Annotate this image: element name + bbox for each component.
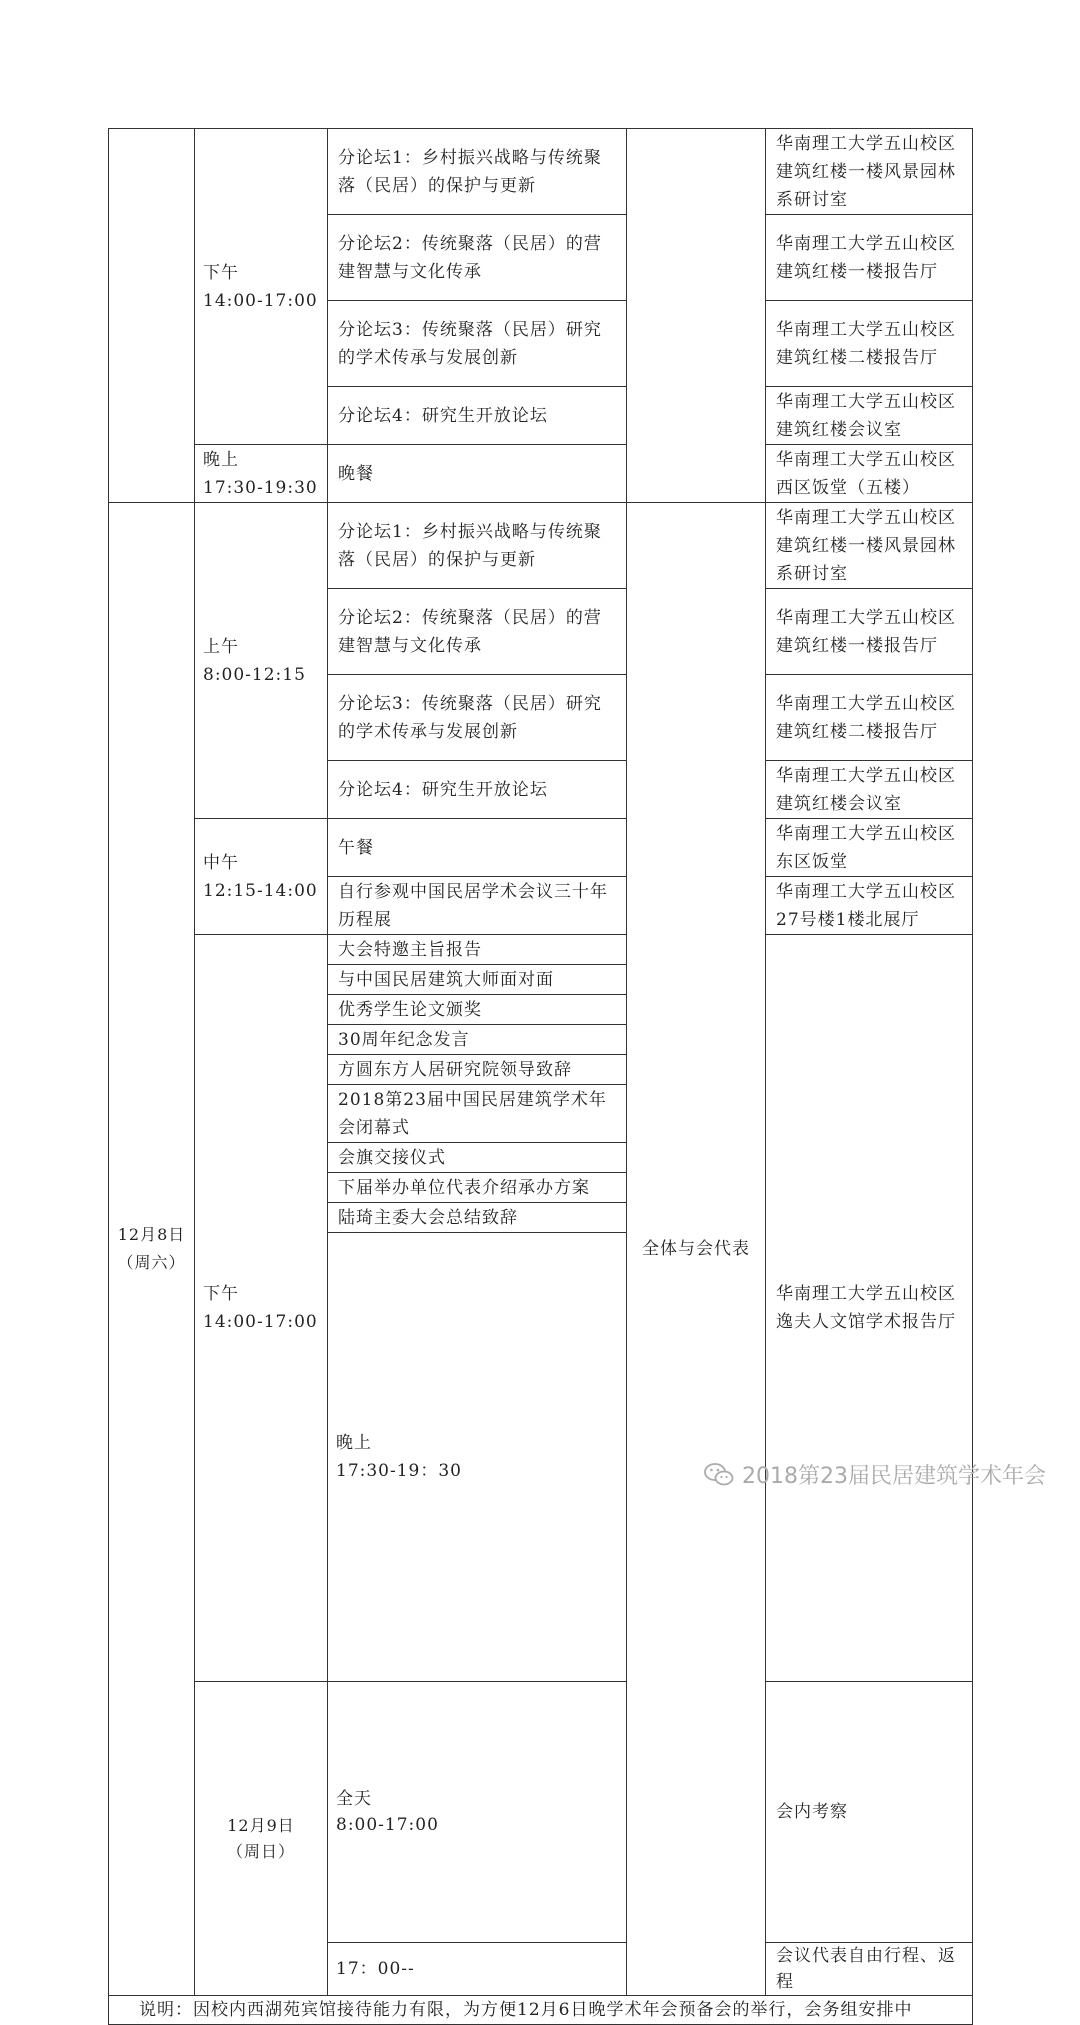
session-title: 会议代表自由行程、返程 (766, 1943, 973, 1996)
wechat-account-watermark (704, 1459, 1046, 1490)
location-cell: 华南理工大学五山校区建筑红楼一楼报告厅 (766, 589, 973, 675)
location-cell: 华南理工大学五山校区建筑红楼会议室 (766, 761, 973, 819)
location-cell: 华南理工大学五山校区建筑红楼二楼报告厅 (766, 301, 973, 387)
session-title: 分论坛4：研究生开放论坛 (328, 387, 627, 445)
date-label: 12月8日 (117, 1225, 186, 1244)
date-cell (109, 503, 195, 1996)
date-cell (195, 1682, 328, 1996)
period-time: 12:15-14:00 (203, 880, 318, 901)
location-cell: 华南理工大学五山校区逸夫人文馆学术报告厅 (766, 935, 973, 1682)
period-label: 上午 (203, 636, 239, 657)
period-cell (328, 1233, 627, 1682)
session-title: 分论坛2：传统聚落（民居）的营建智慧与文化传承 (328, 215, 627, 301)
period-label: 全天 (336, 1789, 372, 1809)
period-cell (328, 1682, 627, 1943)
agenda-item: 陆琦主委大会总结致辞 (328, 1203, 627, 1233)
session-title: 分论坛3：传统聚落（民居）研究的学术传承与发展创新 (328, 301, 627, 387)
weekday-label: （周日） (226, 1841, 295, 1861)
wechat-icon (704, 1462, 734, 1488)
period-time: 14:00-17:00 (203, 290, 318, 311)
session-title: 会内考察 (766, 1682, 973, 1943)
period-cell (195, 445, 328, 503)
period-time: 8:00-12:15 (203, 664, 306, 685)
session-title: 自行参观中国民居学术会议三十年历程展 (328, 877, 627, 935)
schedule-table (108, 128, 973, 2025)
table-row (109, 445, 973, 503)
period-label: 下午 (203, 1284, 239, 1304)
date-cell (109, 129, 195, 503)
account-name: 2018第23届民居建筑学术年会 (742, 1464, 1046, 1489)
session-title: 分论坛1：乡村振兴战略与传统聚落（民居）的保护与更新 (328, 129, 627, 215)
period-time: 14:00-17:00 (203, 1312, 318, 1332)
session-title: 分论坛2：传统聚落（民居）的营建智慧与文化传承 (328, 589, 627, 675)
note-text: 说明：因校内西湖苑宾馆接待能力有限，为方便12月6日晚学术年会预备会的举行，会务组安排中 (109, 1996, 973, 2025)
table-row (109, 1996, 973, 2025)
agenda-item: 30周年纪念发言 (328, 1025, 627, 1055)
weekday-label: （周六） (117, 1253, 186, 1272)
agenda-item: 与中国民居建筑大师面对面 (328, 965, 627, 995)
period-label: 下午 (203, 262, 239, 283)
agenda-item: 2018第23届中国民居建筑学术年会闭幕式 (328, 1085, 627, 1143)
agenda-item: 会旗交接仪式 (328, 1143, 627, 1173)
location-cell: 华南理工大学五山校区建筑红楼二楼报告厅 (766, 675, 973, 761)
table-row (109, 129, 973, 215)
period-time: 17:30-19：30 (336, 1461, 462, 1481)
period-label: 中午 (203, 852, 239, 873)
period-cell (195, 935, 328, 1682)
period-cell (195, 819, 328, 935)
date-label: 12月9日 (227, 1815, 295, 1835)
session-title: 午餐 (328, 819, 627, 877)
table-row (109, 1682, 973, 1943)
participants-cell: 全体与会代表 (627, 503, 766, 1996)
location-cell: 华南理工大学五山校区西区饭堂（五楼） (766, 445, 973, 503)
agenda-item: 方圆东方人居研究院领导致辞 (328, 1055, 627, 1085)
period-cell (195, 129, 328, 445)
session-title: 分论坛3：传统聚落（民居）研究的学术传承与发展创新 (328, 675, 627, 761)
period-cell (195, 503, 328, 819)
location-cell: 华南理工大学五山校区27号楼1楼北展厅 (766, 877, 973, 935)
location-cell: 华南理工大学五山校区建筑红楼一楼风景园林系研讨室 (766, 129, 973, 215)
table-row (109, 819, 973, 877)
table-row (109, 935, 973, 965)
participants-cell (627, 129, 766, 503)
period-label: 晚上 (336, 1433, 372, 1453)
period-time: 8:00-17:00 (336, 1815, 439, 1835)
session-title: 分论坛4：研究生开放论坛 (328, 761, 627, 819)
location-cell: 华南理工大学五山校区东区饭堂 (766, 819, 973, 877)
agenda-item: 下届举办单位代表介绍承办方案 (328, 1173, 627, 1203)
agenda-item: 大会特邀主旨报告 (328, 935, 627, 965)
agenda-item: 优秀学生论文颁奖 (328, 995, 627, 1025)
period-label: 晚上 (203, 449, 239, 470)
location-cell: 华南理工大学五山校区建筑红楼会议室 (766, 387, 973, 445)
period-time: 17:30-19:30 (203, 477, 318, 498)
period-time: 17：00-- (328, 1943, 627, 1996)
session-title: 分论坛1：乡村振兴战略与传统聚落（民居）的保护与更新 (328, 503, 627, 589)
table-row (109, 503, 973, 589)
location-cell: 华南理工大学五山校区建筑红楼一楼风景园林系研讨室 (766, 503, 973, 589)
location-cell: 华南理工大学五山校区建筑红楼一楼报告厅 (766, 215, 973, 301)
session-title: 晚餐 (328, 445, 627, 503)
